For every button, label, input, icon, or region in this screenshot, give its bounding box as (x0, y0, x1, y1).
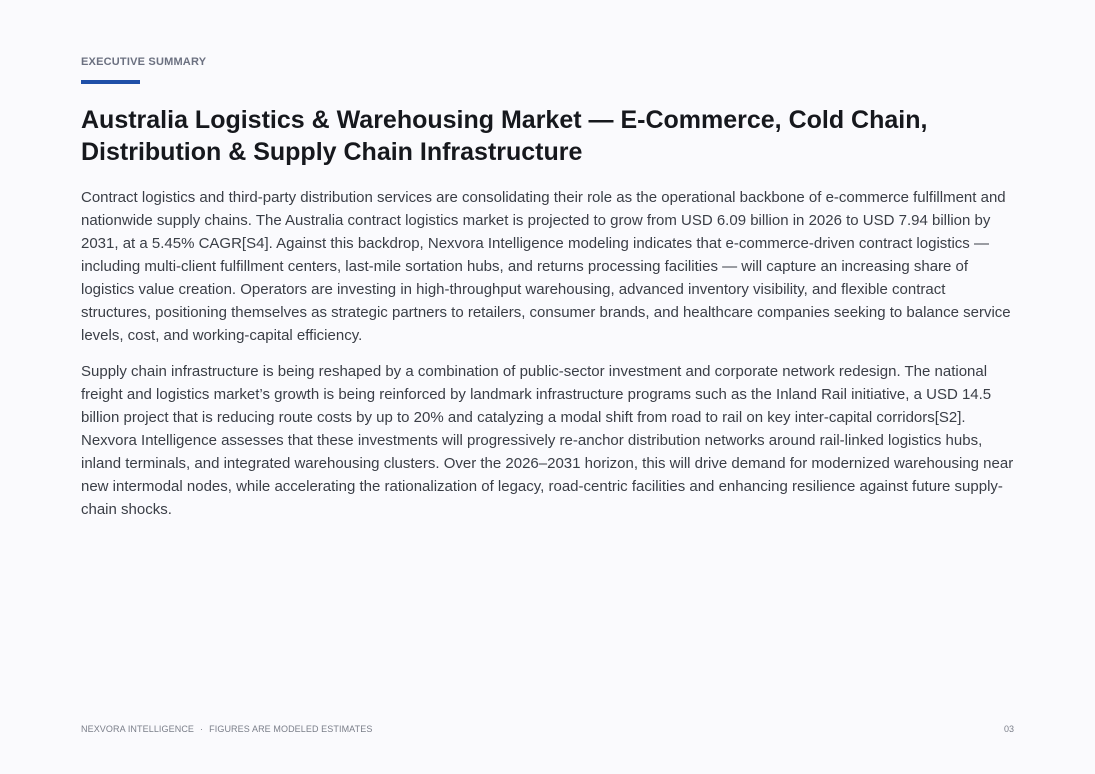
summary-paragraph-2: Supply chain infrastructure is being reshaped by a combination of public-sector investment and corporate network redesign. The national freight and logistics market’s growth is being reinforced by landmark infrastructure programs such as the Inland Rail initiative, a USD 14.5 billion project that is reducing route costs by up to 20% and catalyzing a modal shift from road to rail on key inter-capital corridors[S2]. Nexvora Intelligence assesses that these investments will progressively re-anchor distribution networks around rail-linked logistics hubs, inland terminals, and integrated warehousing clusters. Over the 2026–2031 horizon, this will drive demand for modernized warehousing near new intermodal nodes, while accelerating the rationalization of legacy, road-centric facilities and enhancing resilience against future supply-chain shocks. (81, 363, 1014, 518)
footer-disclaimer: FIGURES ARE MODELED ESTIMATES (209, 724, 373, 734)
summary-paragraph-1: Contract logistics and third-party distribution services are consolidating their role as the operational backbone of e-commerce fulfillment and nationwide supply chains. The Australia contract logistics market is projected to grow from USD 6.09 billion in 2026 to USD 7.94 billion by 2031, at a 5.45% CAGR[S4]. Against this backdrop, Nexvora Intelligence modeling indicates that e-commerce-driven contract logistics — including multi-client fulfillment centers, last-mile sortation hubs, and returns processing facilities — will capture an increasing share of logistics value creation. Operators are investing in high-throughput warehousing, advanced inventory visibility, and flexible contract structures, positioning themselves as strategic partners to retailers, consumer brands, and healthcare companies seeking to balance service levels, cost, and working-capital efficiency. (81, 189, 1011, 344)
report-page (81, 0, 1016, 774)
footer-separator: · (200, 724, 204, 734)
page-number: 03 (1003, 724, 1014, 734)
footer-brand: NEXVORA INTELLIGENCE (81, 724, 195, 734)
section-eyebrow: EXECUTIVE SUMMARY (81, 56, 207, 68)
footer-note (81, 724, 372, 734)
summary-body (81, 186, 1016, 534)
page-title: Australia Logistics & Warehousing Market — E-Commerce, Cold Chain, Distribution & Supply Chain Infrastructure (81, 106, 928, 166)
accent-rule (81, 80, 140, 84)
